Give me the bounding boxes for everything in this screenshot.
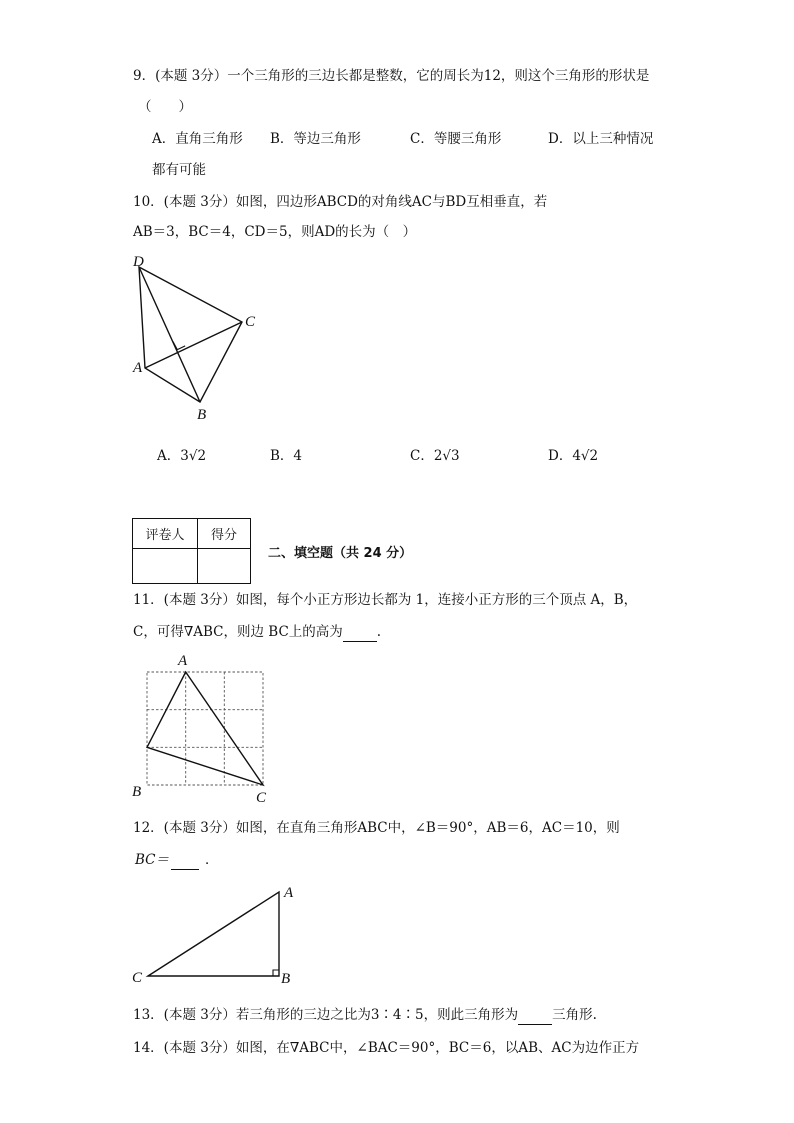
q10-stem-line1: 10．(本题 3分）如图，四边形ABCD的对角线AC与BD互相垂直，若 [133, 194, 548, 210]
q12-stem-line1: 12．(本题 3分）如图，在直角三角形ABC中，∠B＝90°，AB＝6，AC＝10，则 [133, 820, 620, 836]
q10-label-b: B [197, 407, 207, 423]
q12-right-angle-mark [273, 970, 279, 976]
q11-answer-blank[interactable] [343, 623, 377, 642]
q10-diagonal-bd [139, 267, 200, 402]
q12-label-c: C [132, 970, 143, 986]
q11-label-b: B [132, 784, 142, 800]
q9-option-d-cont: 都有可能 [152, 162, 206, 178]
q9-answer-paren: （ ） [138, 99, 192, 115]
q11-stem-line1: 11．(本题 3分）如图，每个小正方形边长都为 1，连接小正方形的三个顶点 A，B， [133, 592, 638, 608]
q12-bc-label: BC＝ [135, 852, 170, 868]
score-table-score-cell[interactable] [198, 549, 251, 584]
q11-triangle-abc [147, 672, 263, 785]
q10-stem-line2: AB＝3，BC＝4，CD＝5，则AD的长为（ ） [133, 224, 417, 240]
q9-option-c: C．等腰三角形 [410, 131, 502, 147]
q11-label-c: C [256, 790, 267, 806]
q13-stem [133, 1006, 597, 1025]
q13-stem-text: 13．(本题 3分）若三角形的三边之比为3∶4∶5，则此三角形为 [133, 1007, 519, 1023]
q10-quadrilateral-figure [125, 252, 275, 427]
q12-label-b: B [281, 971, 291, 987]
score-table-grader-header: 评卷人 [133, 519, 198, 549]
q10-option-c: C．2√3 [410, 448, 460, 464]
q9-option-d: D．以上三种情况 [548, 131, 654, 147]
q12-answer-blank[interactable] [171, 851, 199, 870]
q12-label-a: A [284, 885, 294, 901]
score-table-grader-cell[interactable] [133, 549, 198, 584]
q10-option-b: B．4 [270, 448, 303, 464]
q11-dashed-grid [147, 672, 263, 785]
q10-right-angle-mark [173, 342, 185, 350]
q10-label-a: A [133, 360, 143, 376]
q13-answer-blank[interactable] [518, 1006, 552, 1025]
q9-option-b: B．等边三角形 [270, 131, 361, 147]
q10-diagonal-ac [145, 322, 242, 368]
q13-stem-end: 三角形. [552, 1007, 597, 1023]
score-table [132, 518, 251, 584]
q11-label-a: A [178, 653, 188, 669]
score-table-score-header: 得分 [198, 519, 251, 549]
q11-grid-triangle-figure [128, 650, 278, 808]
q10-label-c: C [245, 314, 256, 330]
q11-stem-line2 [133, 623, 381, 642]
q10-label-d: D [133, 254, 144, 270]
q11-stem-line2-end: . [376, 624, 382, 640]
q10-option-d: D．4√2 [548, 448, 599, 464]
q12-right-triangle-figure [128, 878, 303, 990]
q10-option-a: A．3√2 [157, 448, 207, 464]
section-2-heading: 二、填空题（共 24 分） [268, 546, 413, 561]
q14-stem-line1: 14．(本题 3分）如图，在∇ABC中，∠BAC＝90°，BC＝6，以AB、AC为边作正方 [133, 1040, 640, 1056]
q9-option-a: A．直角三角形 [152, 131, 243, 147]
q9-stem-line1: 9．(本题 3分）一个三角形的三边长都是整数，它的周长为12，则这个三角形的形状是 [133, 68, 650, 84]
q12-triangle-abc [148, 892, 279, 976]
q12-stem-line2-end: ． [205, 852, 219, 868]
q11-stem-line2-text: C，可得∇ABC，则边 BC上的高为 [133, 624, 343, 640]
q12-stem-line2 [135, 851, 219, 870]
